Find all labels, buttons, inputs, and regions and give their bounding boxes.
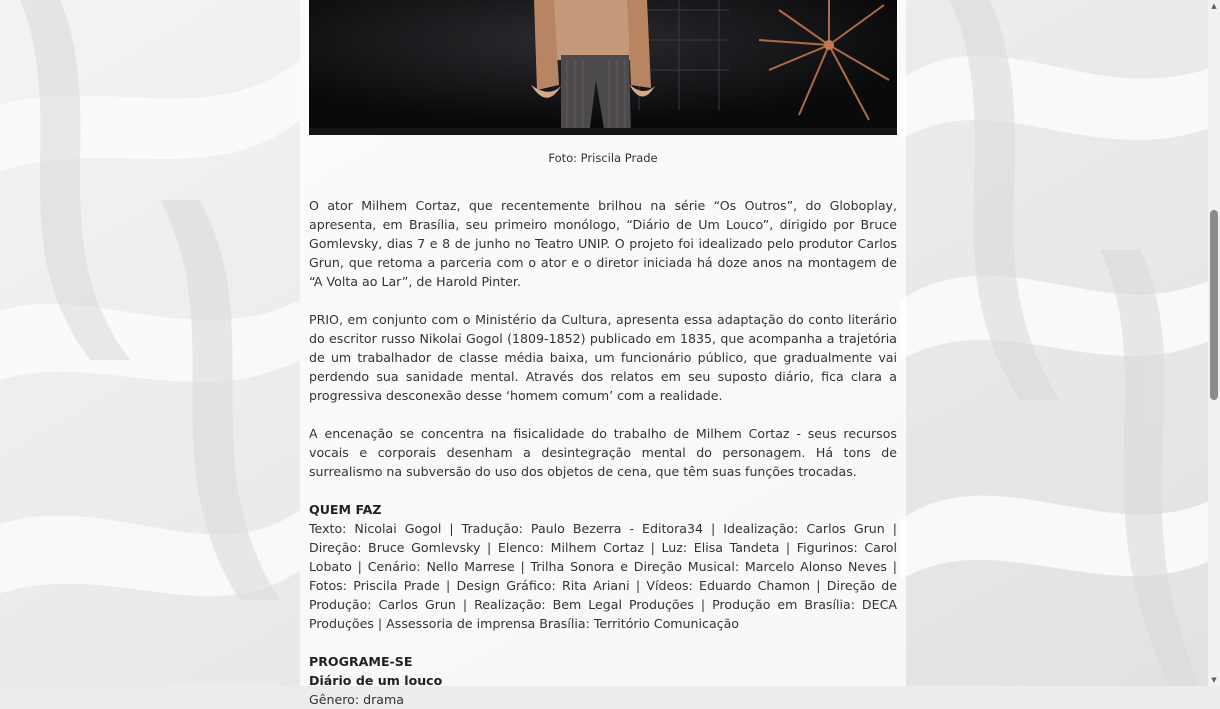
paragraph-staging: A encenação se concentra na fisicalidade do trabalho de Milhem Cortaz - seus recursos vocais e corporais desenham a desintegração mental do personagem. Há tons de surrealismo na subversão do uso dos objetos de cena, que têm suas funções trocadas. [309,426,897,479]
show-title: Diário de um louco [309,673,443,688]
show-genre: Gênero: drama [309,692,404,707]
quem-faz-heading: QUEM FAZ [309,502,382,517]
credits-paragraph: Texto: Nicolai Gogol | Tradução: Paulo Bezerra - Editora34 | Idealização: Carlos Grun | Direção: Bruce Gomlevsky | Elenco: Milhem Cortaz | Luz: Elisa Tandeta | Figurinos: Carol Lobato | Cenário: Nello Marrese | Trilha Sonora e Direção Musical: Marcelo Alonso Neves | Fotos: Priscila Prade | Design Gráfico: Rita Ariani | Vídeos: Eduardo Chamon | Direção de Produção: Carlos Grun | Realização: Bem Legal Produções | Produção em Brasília: DECA Produções | Assessoria de imprensa Brasília: Território Comunicação [309,521,897,631]
article-photo [309,0,897,135]
paragraph-intro: O ator Milhem Cortaz, que recentemente brilhou na série “Os Outros”, do Globoplay, apresenta, em Brasília, seu primeiro monólogo, “Diário de Um Louco”, dirigido por Bruce Gomlevsky, dias 7 e 8 de junho no Teatro UNIP. O projeto foi idealizado pelo produtor Carlos Grun, que retoma a parceria com o ator e o diretor iniciada há doze anos na montagem de “A Volta ao Lar”, de Harold Pinter. [309,198,897,289]
programe-se-heading: PROGRAME-SE [309,654,413,669]
scroll-up-arrow-icon[interactable]: ▲ [1211,2,1217,10]
scroll-down-arrow-icon[interactable]: ▼ [1211,676,1217,684]
photo-caption: Foto: Priscila Prade [548,151,658,165]
article-body [309,196,897,709]
paragraph-synopsis: PRIO, em conjunto com o Ministério da Cultura, apresenta essa adaptação do conto literário do escritor russo Nikolai Gogol (1809-1852) publicado em 1835, que acompanha a trajetória de um trabalhador de classe média baixa, um funcionário público, que gradualmente vai perdendo sua sanidade mental. Através dos relatos em seu suposto diário, fica clara a progressiva desconexão desse ‘homem comum’ com a realidade. [309,312,897,403]
vertical-scrollbar[interactable] [1208,0,1220,686]
article-content [309,0,897,709]
scrollbar-thumb[interactable] [1210,210,1218,400]
